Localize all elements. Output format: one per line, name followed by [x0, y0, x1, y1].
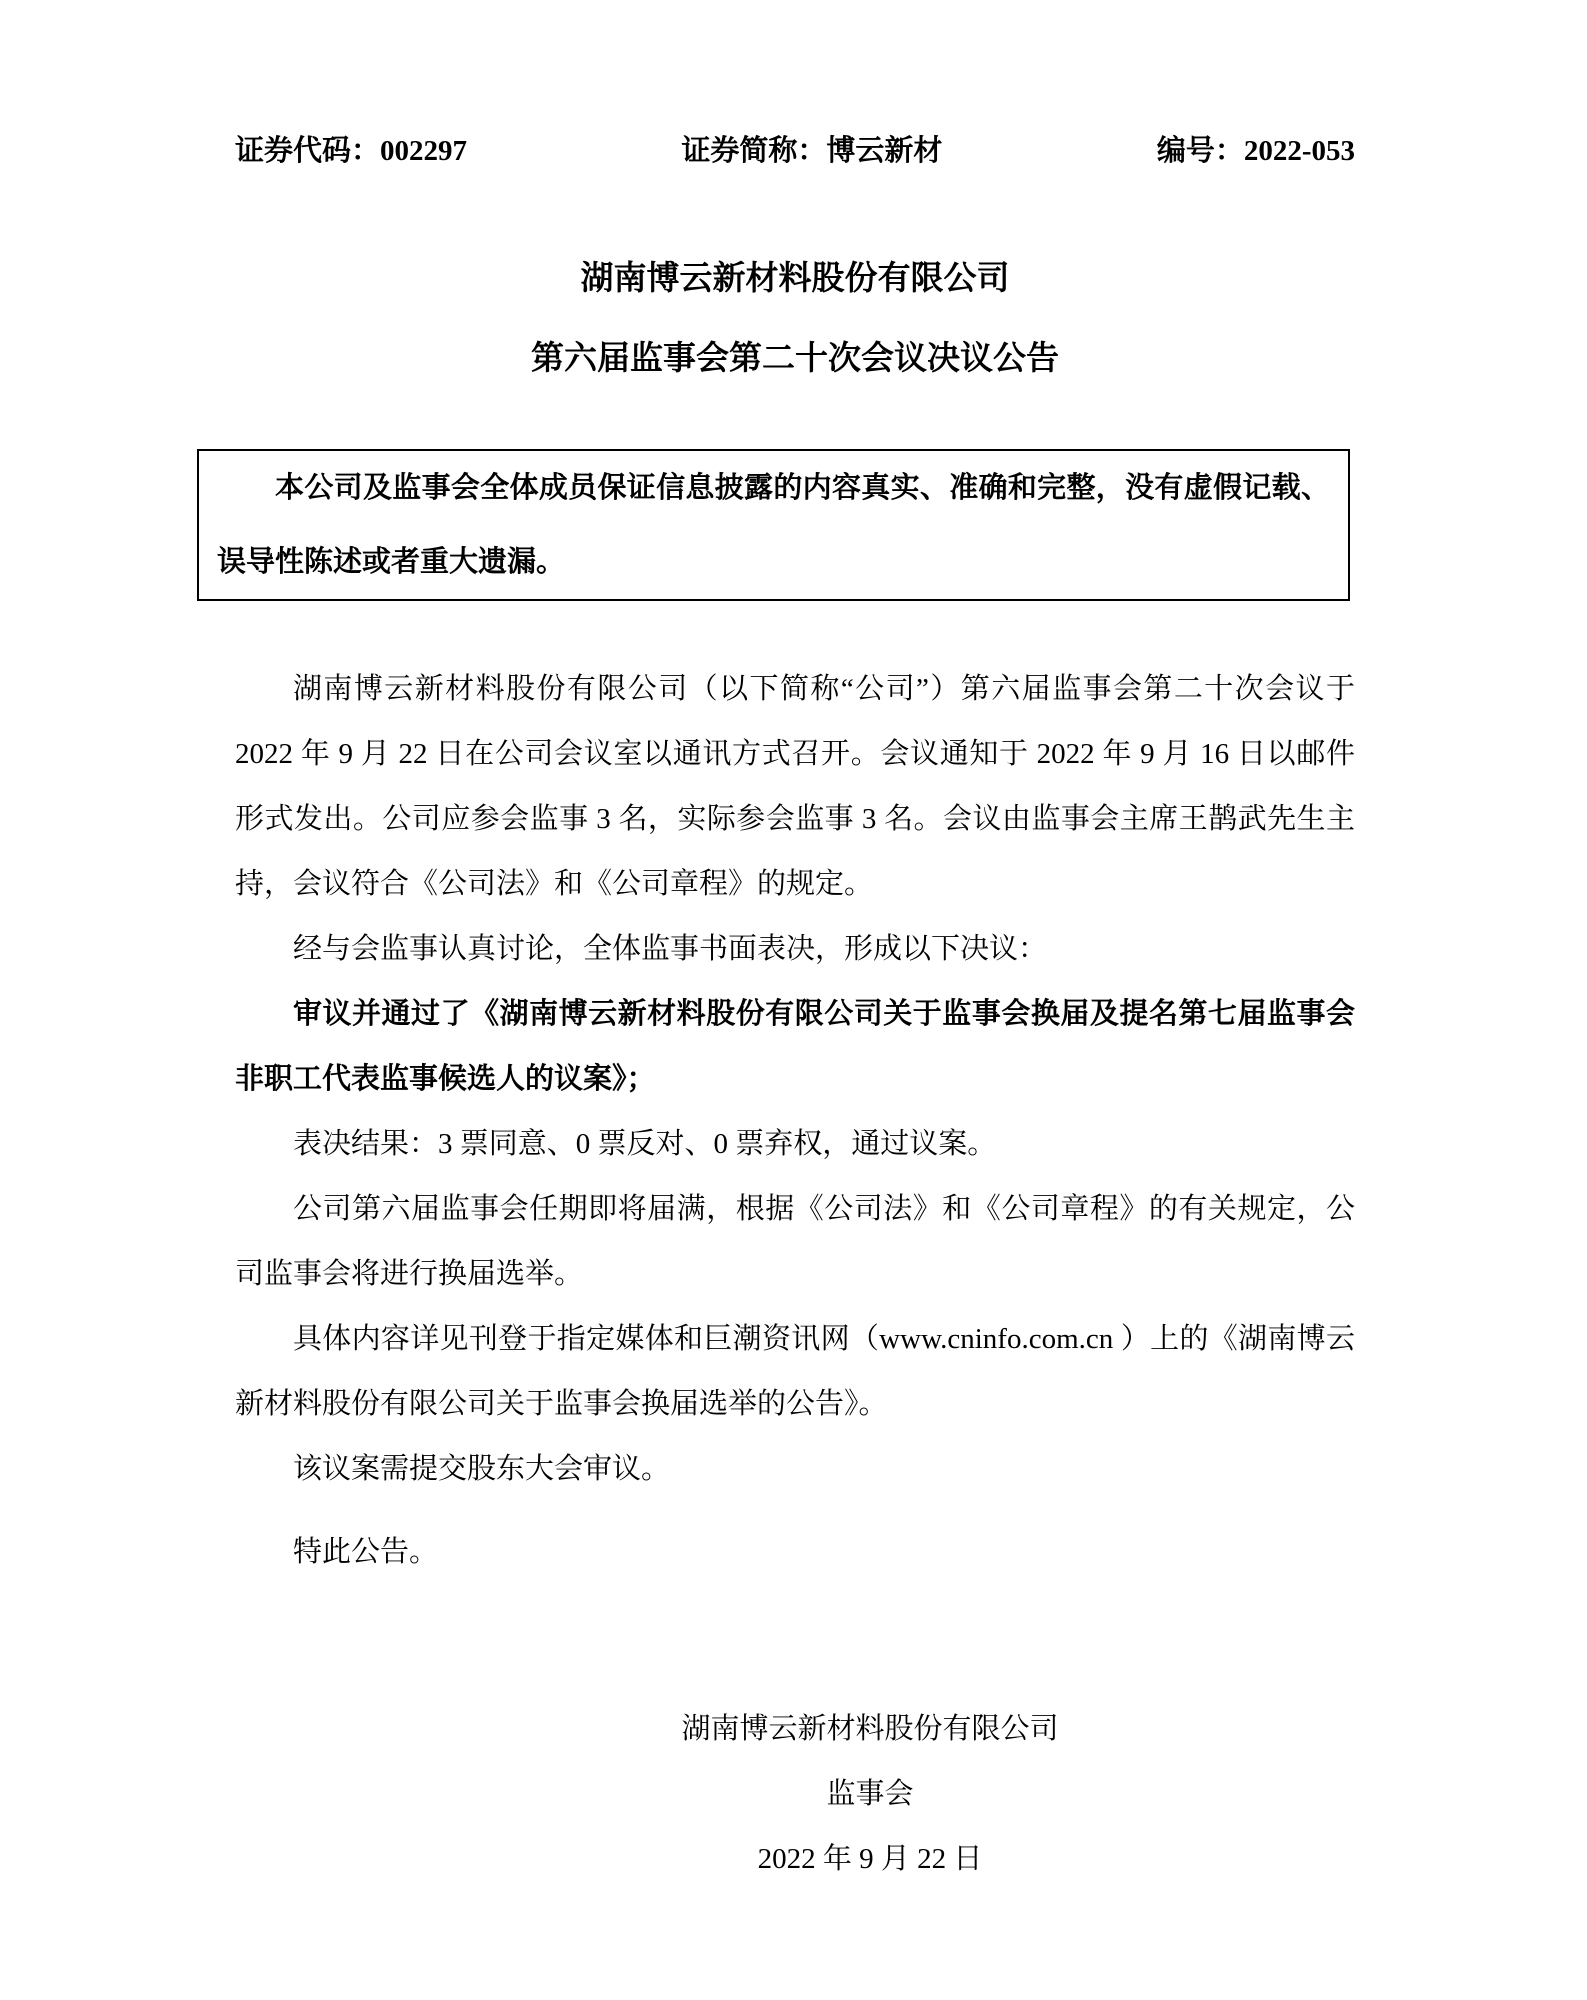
paragraph-disclosure-reference: 具体内容详见刊登于指定媒体和巨潮资讯网（www.cninfo.com.cn ）上的《湖南博云新材料股份有限公司关于监事会换届选举的公告》。 [235, 1323, 1355, 1420]
document-body [235, 657, 1355, 1502]
stock-code: 证券代码：002297 [235, 135, 468, 167]
signature-date: 2022 年 9 月 22 日 [757, 1843, 983, 1875]
paragraph-meeting-info: 湖南博云新材料股份有限公司（以下简称“公司”）第六届监事会第二十次会议于 2022 年 9 月 22 日在公司会议室以通讯方式召开。会议通知于 2022 年 9 月 16 日以邮件形式发出。公司应参会监事 3 名，实际参会监事 3 名。会议由监事会主席王鹊武先生主持，会议符合《公司法》和《公司章程》的规定。 [235, 673, 1355, 900]
disclaimer-text: 本公司及监事会全体成员保证信息披露的内容真实、准确和完整，没有虚假记载、误导性陈述或者重大遗漏。 [217, 472, 1330, 578]
paragraph-voting-result: 表决结果：3 票同意、0 票反对、0 票弃权，通过议案。 [293, 1128, 997, 1160]
title-company-line: 湖南博云新材料股份有限公司 [580, 261, 1010, 297]
announcement-number: 编号：2022-053 [1156, 135, 1355, 167]
paragraph-resolution-intro: 经与会监事认真讨论，全体监事书面表决，形成以下决议： [293, 933, 1048, 965]
stock-short-name: 证券简称：博云新材 [681, 135, 943, 167]
closing-statement: 特此公告。 [293, 1536, 439, 1568]
signature-department: 监事会 [826, 1778, 914, 1810]
disclaimer-box [197, 449, 1350, 601]
title-meeting-line: 第六届监事会第二十次会议决议公告 [531, 341, 1059, 377]
paragraph-proposal: 审议并通过了《湖南博云新材料股份有限公司关于监事会换届及提名第七届监事会非职工代表监事候选人的议案》； [235, 998, 1355, 1095]
paragraph-submit-shareholders: 该议案需提交股东大会审议。 [293, 1453, 671, 1485]
document-title [235, 239, 1355, 399]
document-header [235, 133, 1355, 169]
signature-block [620, 1697, 1120, 1892]
paragraph-term-expiry: 公司第六届监事会任期即将届满，根据《公司法》和《公司章程》的有关规定，公司监事会将进行换届选举。 [235, 1193, 1355, 1290]
signature-company: 湖南博云新材料股份有限公司 [681, 1713, 1059, 1745]
